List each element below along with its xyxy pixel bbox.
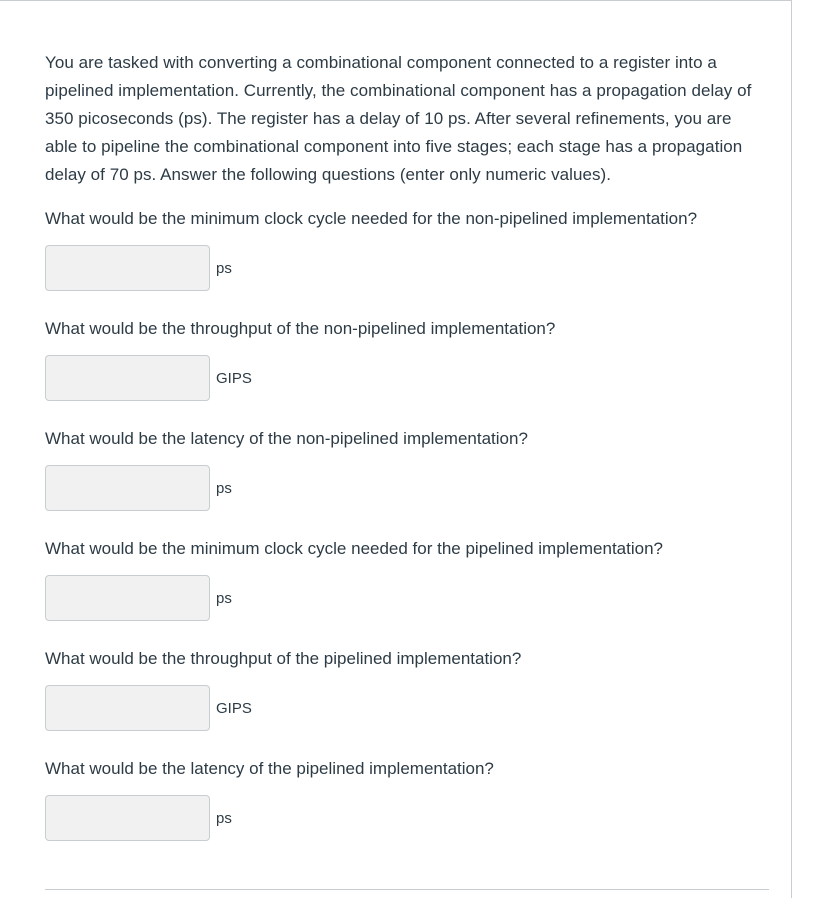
answer-input-1[interactable] xyxy=(45,245,210,291)
unit-label-2: GIPS xyxy=(216,369,252,387)
answer-row-2 xyxy=(45,355,757,401)
answer-input-5[interactable] xyxy=(45,685,210,731)
question-4-text: What would be the minimum clock cycle needed for the pipelined implementation? xyxy=(45,539,663,558)
question-content xyxy=(45,49,757,841)
unit-label-3: ps xyxy=(216,479,232,497)
answer-row-1 xyxy=(45,245,757,291)
question-5-text: What would be the throughput of the pipelined implementation? xyxy=(45,649,522,668)
unit-label-5: GIPS xyxy=(216,699,252,717)
unit-label-6: ps xyxy=(216,809,232,827)
answer-input-3[interactable] xyxy=(45,465,210,511)
question-1-text: What would be the minimum clock cycle needed for the non-pipelined implementation? xyxy=(45,209,698,228)
answer-row-6 xyxy=(45,795,757,841)
answer-input-2[interactable] xyxy=(45,355,210,401)
answer-input-4[interactable] xyxy=(45,575,210,621)
question-3-text: What would be the latency of the non-pipelined implementation? xyxy=(45,429,528,448)
answer-row-3 xyxy=(45,465,757,511)
question-6-text: What would be the latency of the pipelined implementation? xyxy=(45,759,494,778)
answer-row-4 xyxy=(45,575,757,621)
unit-label-1: ps xyxy=(216,259,232,277)
answer-input-6[interactable] xyxy=(45,795,210,841)
question-2-text: What would be the throughput of the non-pipelined implementation? xyxy=(45,319,556,338)
unit-label-4: ps xyxy=(216,589,232,607)
footer-divider xyxy=(45,889,769,890)
question-intro: You are tasked with converting a combinational component connected to a register into a pipelined implementation. Currently, the combinational component has a propagation delay of 350 picoseconds (ps). The register has a delay of 10 ps. After several refinements, you are able to pipeline the combinational component into five stages; each stage has a propagation delay of 70 ps. Answer the following questions (enter only numeric values). xyxy=(45,53,752,184)
answer-row-5 xyxy=(45,685,757,731)
